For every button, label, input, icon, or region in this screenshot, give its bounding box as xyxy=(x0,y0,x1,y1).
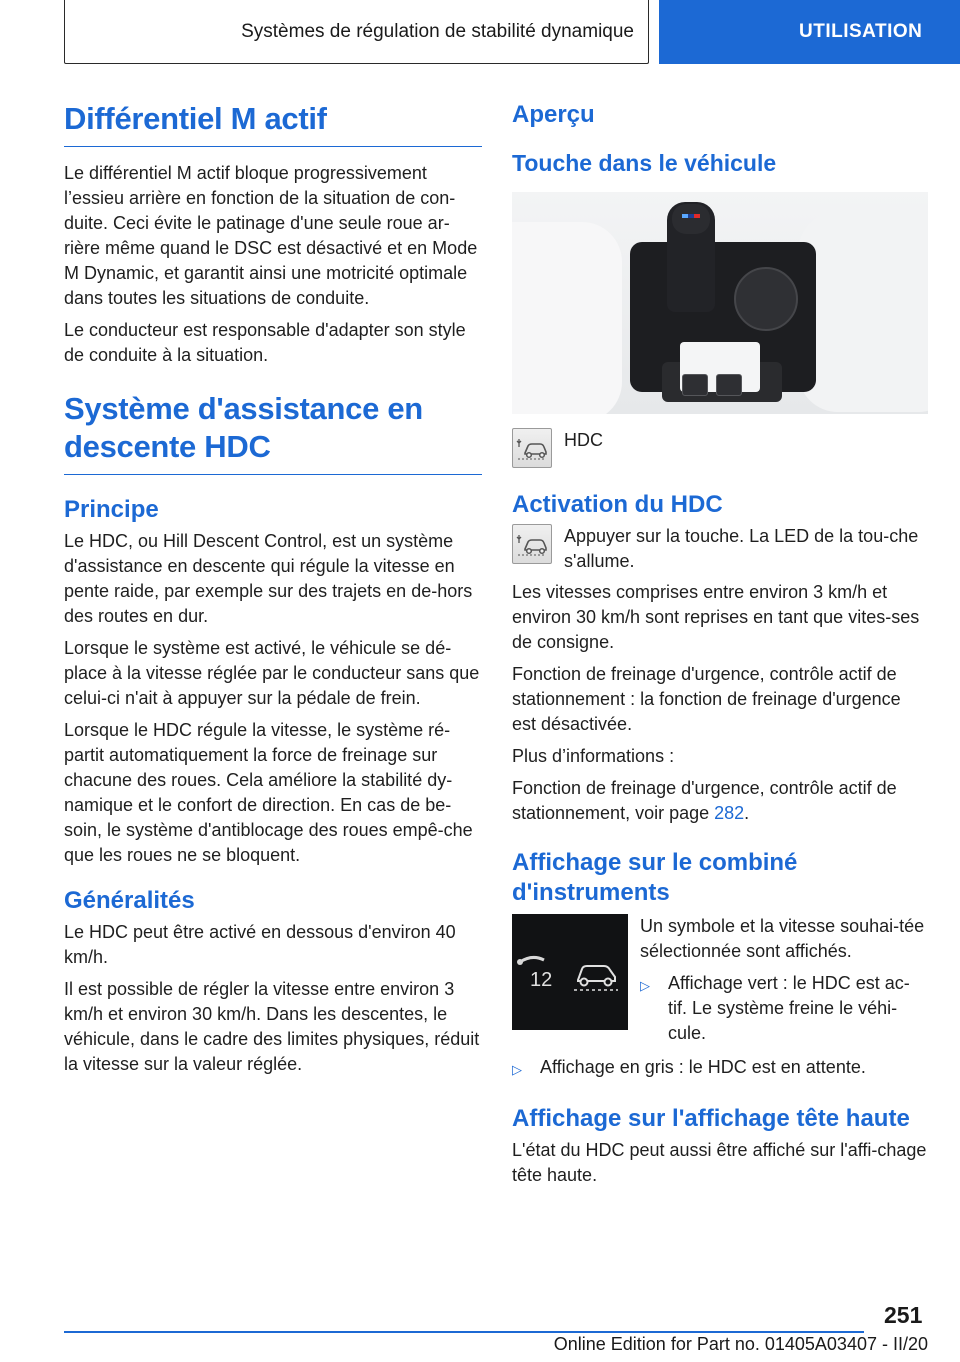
right-column xyxy=(512,100,928,1195)
paragraph: Lorsque le HDC régule la vitesse, le système ré-partit automatiquement la force de freinage sur chacune des roues. Cela améliore la stabilité dy-namique et le confort de direction. En cas de be-soin, le système d'antiblocage des roues empê-che que les roues ne se bloquent. xyxy=(64,720,473,865)
paragraph: Les vitesses comprises entre environ 3 km/h et environ 30 km/h sont reprises en tant que vites-ses de consigne. xyxy=(512,582,920,652)
paragraph: Plus d’informations : xyxy=(512,746,675,766)
header-chapter-title: UTILISATION xyxy=(799,21,923,42)
hdc-key-label: HDC xyxy=(564,430,603,450)
triangle-bullet-icon: ▷ xyxy=(640,978,650,993)
heading-principe: Principe xyxy=(64,496,159,523)
paragraph: Fonction de freinage d'urgence, contrôle actif de stationnement : la fonction de freinage d'urgence est désactivée. xyxy=(512,664,901,734)
paragraph: Le différentiel M actif bloque progressivement l’essieu arrière en fonction de la situation de con-duite. Ceci évite le patinage d'une seule roue ar-rière même quand le DSC est désactivé et en Mode M Dynamic, et garantit ainsi une motricité optimale dans toutes les situations de conduite. xyxy=(64,163,478,308)
paragraph: Un symbole et la vitesse souhai-tée sélectionnée sont affichés. xyxy=(640,916,925,961)
paragraph: Il est possible de régler la vitesse entre environ 3 km/h et environ 30 km/h. Dans les descentes, le véhicule, dans le cadre des limites physiques, réduit la vitesse sur la valeur réglée. xyxy=(64,979,480,1074)
footer-divider xyxy=(64,1331,864,1333)
instrument-cluster-image xyxy=(512,914,628,1030)
paragraph-page-reference: Fonction de freinage d'urgence, contrôle actif de stationnement, voir page 282. xyxy=(512,778,897,823)
activation-instruction: Appuyer sur la touche. La LED de la tou-che s'allume. xyxy=(564,526,919,571)
paragraph: Le HDC peut être activé en dessous d'environ 40 km/h. xyxy=(64,922,456,967)
header-section-title: Systèmes de régulation de stabilité dynamique xyxy=(241,20,634,42)
heading-apercu: Aperçu xyxy=(512,101,595,128)
hdc-key-row xyxy=(512,428,928,468)
header-section-box xyxy=(64,0,649,64)
footer-edition: Online Edition for Part no. 01405A03407 - II/20 xyxy=(553,1334,928,1354)
heading-generalites: Généralités xyxy=(64,887,195,914)
heading-hud: Affichage sur l'affichage tête haute xyxy=(512,1105,910,1132)
list-item: ▷ Affichage vert : le HDC est ac-tif. Le système freine le véhi-cule. xyxy=(640,971,928,1046)
heading-activation: Activation du HDC xyxy=(512,491,723,518)
cluster-speed: 12 xyxy=(530,969,553,991)
paragraph: Lorsque le système est activé, le véhicule se dé-place à la vitesse réglée par le conducteur sans que celui-ci n'ait à appuyer sur la pédale de frein. xyxy=(64,638,480,708)
heading-hdc: Système d'assistance en descente HDC xyxy=(64,390,482,475)
paragraph: Le conducteur est responsable d'adapter son style de conduite à la situation. xyxy=(64,320,466,365)
header-chapter-tab xyxy=(659,0,960,64)
page-link[interactable]: 282 xyxy=(714,803,745,823)
page-number: 251 xyxy=(884,1302,923,1328)
left-column xyxy=(64,100,482,1084)
cluster-row xyxy=(512,914,928,1053)
hill-descent-car-icon xyxy=(512,524,552,564)
list-item: ▷ Affichage en gris : le HDC est en attente. xyxy=(512,1055,928,1082)
activation-row xyxy=(512,524,928,574)
cluster-description xyxy=(640,914,928,1053)
paragraph: L'état du HDC peut aussi être affiché sur l'affi-chage tête haute. xyxy=(512,1140,927,1185)
heading-touche: Touche dans le véhicule xyxy=(512,150,777,176)
heading-combine: Affichage sur le combiné d'instruments xyxy=(512,849,798,906)
triangle-bullet-icon: ▷ xyxy=(512,1062,522,1077)
heading-differentiel: Différentiel M actif xyxy=(64,100,482,147)
hill-descent-car-icon xyxy=(512,428,552,468)
paragraph: Le HDC, ou Hill Descent Control, est un système d'assistance en descente qui régule la vitesse en pente raide, par exemple sur des trajets en de-hors des routes en dur. xyxy=(64,531,473,626)
center-console-photo xyxy=(512,192,928,414)
